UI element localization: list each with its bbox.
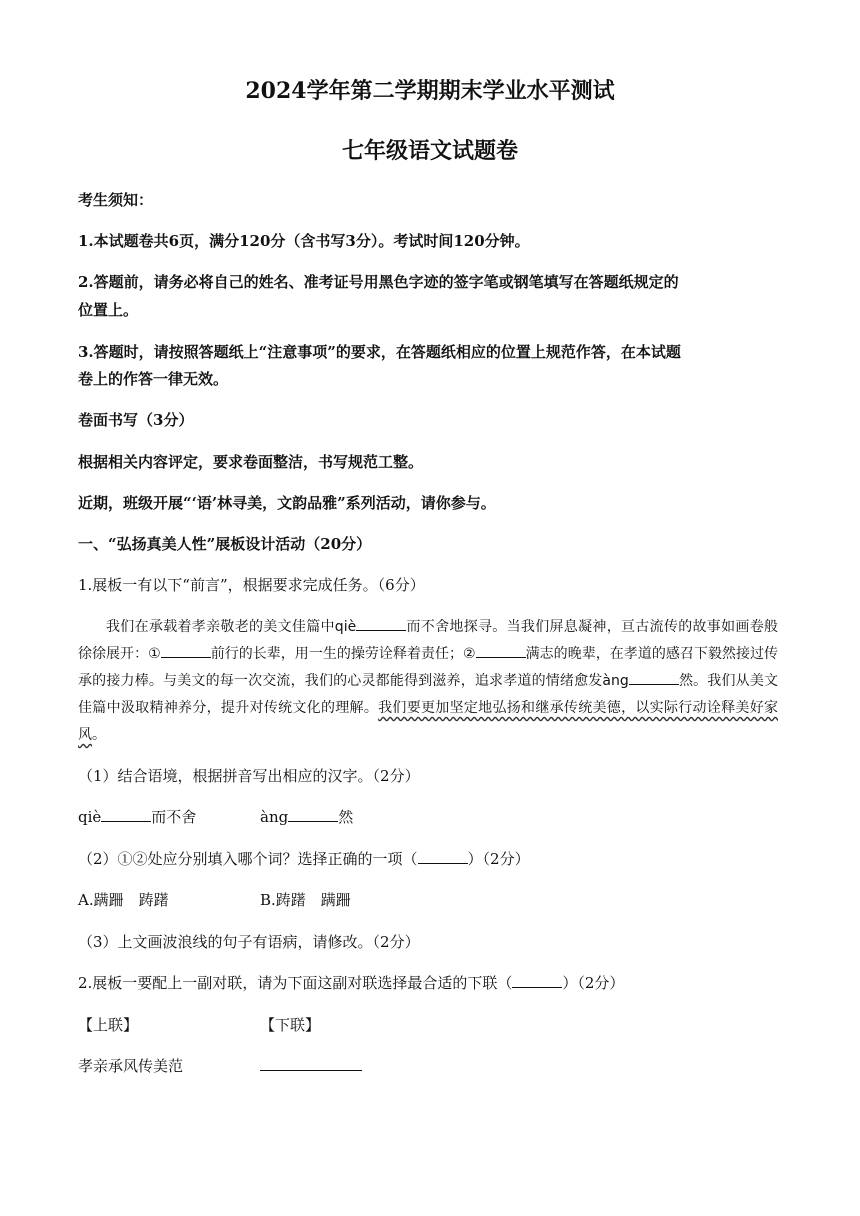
preface-passage bbox=[78, 614, 778, 749]
word-qie-rest: 而不舍 bbox=[151, 808, 197, 826]
q1-sub1-prompt: （1）结合语境，根据拼音写出相应的汉字。（2分） bbox=[78, 767, 420, 785]
q1-sub2-prompt bbox=[78, 846, 778, 872]
q1-prompt: 1.展板一有以下“前言”，根据要求完成任务。（6分） bbox=[78, 576, 425, 594]
handwriting-text: 根据相关内容评定，要求卷面整洁，书写规范工整。 bbox=[78, 453, 424, 471]
exam-title: 2024学年第二学期期末学业水平测试 bbox=[245, 78, 615, 104]
lower-couplet-label: 【下联】 bbox=[260, 1016, 321, 1034]
q1-sub1-answer-a bbox=[78, 804, 196, 830]
q1-sub2-option-a: A.蹒跚 踌躇 bbox=[78, 891, 169, 909]
passage-end: 。 bbox=[92, 727, 106, 743]
handwriting-heading: 卷面书写（3分） bbox=[78, 411, 194, 429]
q2-prompt-post: ）（2分） bbox=[562, 974, 625, 992]
q1-sub3-prompt: （3）上文画波浪线的句子有语病，请修改。（2分） bbox=[78, 933, 420, 951]
passage-text-3: 前行的长辈，用一生的操劳诠释着责任；② bbox=[210, 646, 476, 662]
blank-2 bbox=[476, 643, 526, 658]
lower-couplet-line bbox=[260, 1056, 362, 1071]
notice-item-1: 1.本试题卷共6页，满分120分（含书写3分）。考试时间120分钟。 bbox=[78, 232, 530, 250]
q1-sub2-prompt-post: ）（2分） bbox=[467, 850, 530, 868]
word-ang-rest: 然 bbox=[338, 808, 354, 826]
exam-subtitle: 七年级语文试题卷 bbox=[341, 138, 518, 164]
notice-item-3: 3.答题时，请按照答题纸上“注意事项”的要求，在答题纸相应的位置上规范作答，在本试题 bbox=[78, 343, 681, 361]
answer-blank-ang bbox=[288, 807, 338, 822]
passage-text-4: 满志的晚辈，在孝道的感召下毅然接过传承的接力棒。与美文的每一次交流，我们的心灵都能得到滋养，追求孝道的情绪愈发àng bbox=[78, 646, 778, 689]
passage-text-2: 而不舍地探寻。当我们屏息凝神，亘古流传的故事如画卷般徐徐展开：① bbox=[78, 619, 779, 662]
q1-sub2-blank bbox=[418, 849, 468, 864]
q1-sub1-answer-b bbox=[260, 804, 353, 830]
q1-sub2-option-b: B.踌躇 蹒跚 bbox=[260, 891, 351, 909]
answer-blank-qie bbox=[101, 807, 151, 822]
q2-prompt bbox=[78, 970, 778, 996]
notice-item-2-cont: 位置上。 bbox=[78, 301, 139, 319]
section1-heading: 一、“弘扬真美人性”展板设计活动（20分） bbox=[78, 535, 372, 553]
blank-qie bbox=[356, 616, 406, 631]
q2-blank bbox=[512, 973, 562, 988]
upper-couplet-text: 孝亲承风传美范 bbox=[78, 1057, 184, 1075]
wavy-sentence: 我们要更加坚定地弘扬和继承传统美德，以实际行动诠释美好家风 bbox=[78, 700, 778, 743]
lower-couplet-blank bbox=[260, 1053, 362, 1079]
upper-couplet-label: 【上联】 bbox=[78, 1016, 139, 1034]
q1-sub2-prompt-pre: （2）①②处应分别填入哪个词？选择正确的一项（ bbox=[78, 850, 418, 868]
notice-item-3-cont: 卷上的作答一律无效。 bbox=[78, 370, 229, 388]
notice-heading: 考生须知： bbox=[78, 191, 154, 209]
q2-prompt-pre: 2.展板一要配上一副对联，请为下面这副对联选择最合适的下联（ bbox=[78, 974, 513, 992]
blank-1 bbox=[161, 643, 211, 658]
blank-ang bbox=[629, 670, 679, 685]
notice-item-2: 2.答题前，请务必将自己的姓名、准考证号用黑色字迹的签字笔或钢笔填写在答题纸规定的 bbox=[78, 273, 679, 291]
pinyin-qie: qiè bbox=[78, 808, 102, 826]
activity-intro: 近期，班级开展“‘语’林寻美，文韵品雅”系列活动，请你参与。 bbox=[78, 494, 496, 512]
pinyin-ang: àng bbox=[260, 808, 289, 826]
passage-text-5: 然。我们从美文佳篇中汲取精神养分，提升对传统文化的理解。 bbox=[78, 673, 778, 716]
passage-text-1: 我们在承载着孝亲敬老的美文佳篇中qiè bbox=[106, 619, 357, 635]
